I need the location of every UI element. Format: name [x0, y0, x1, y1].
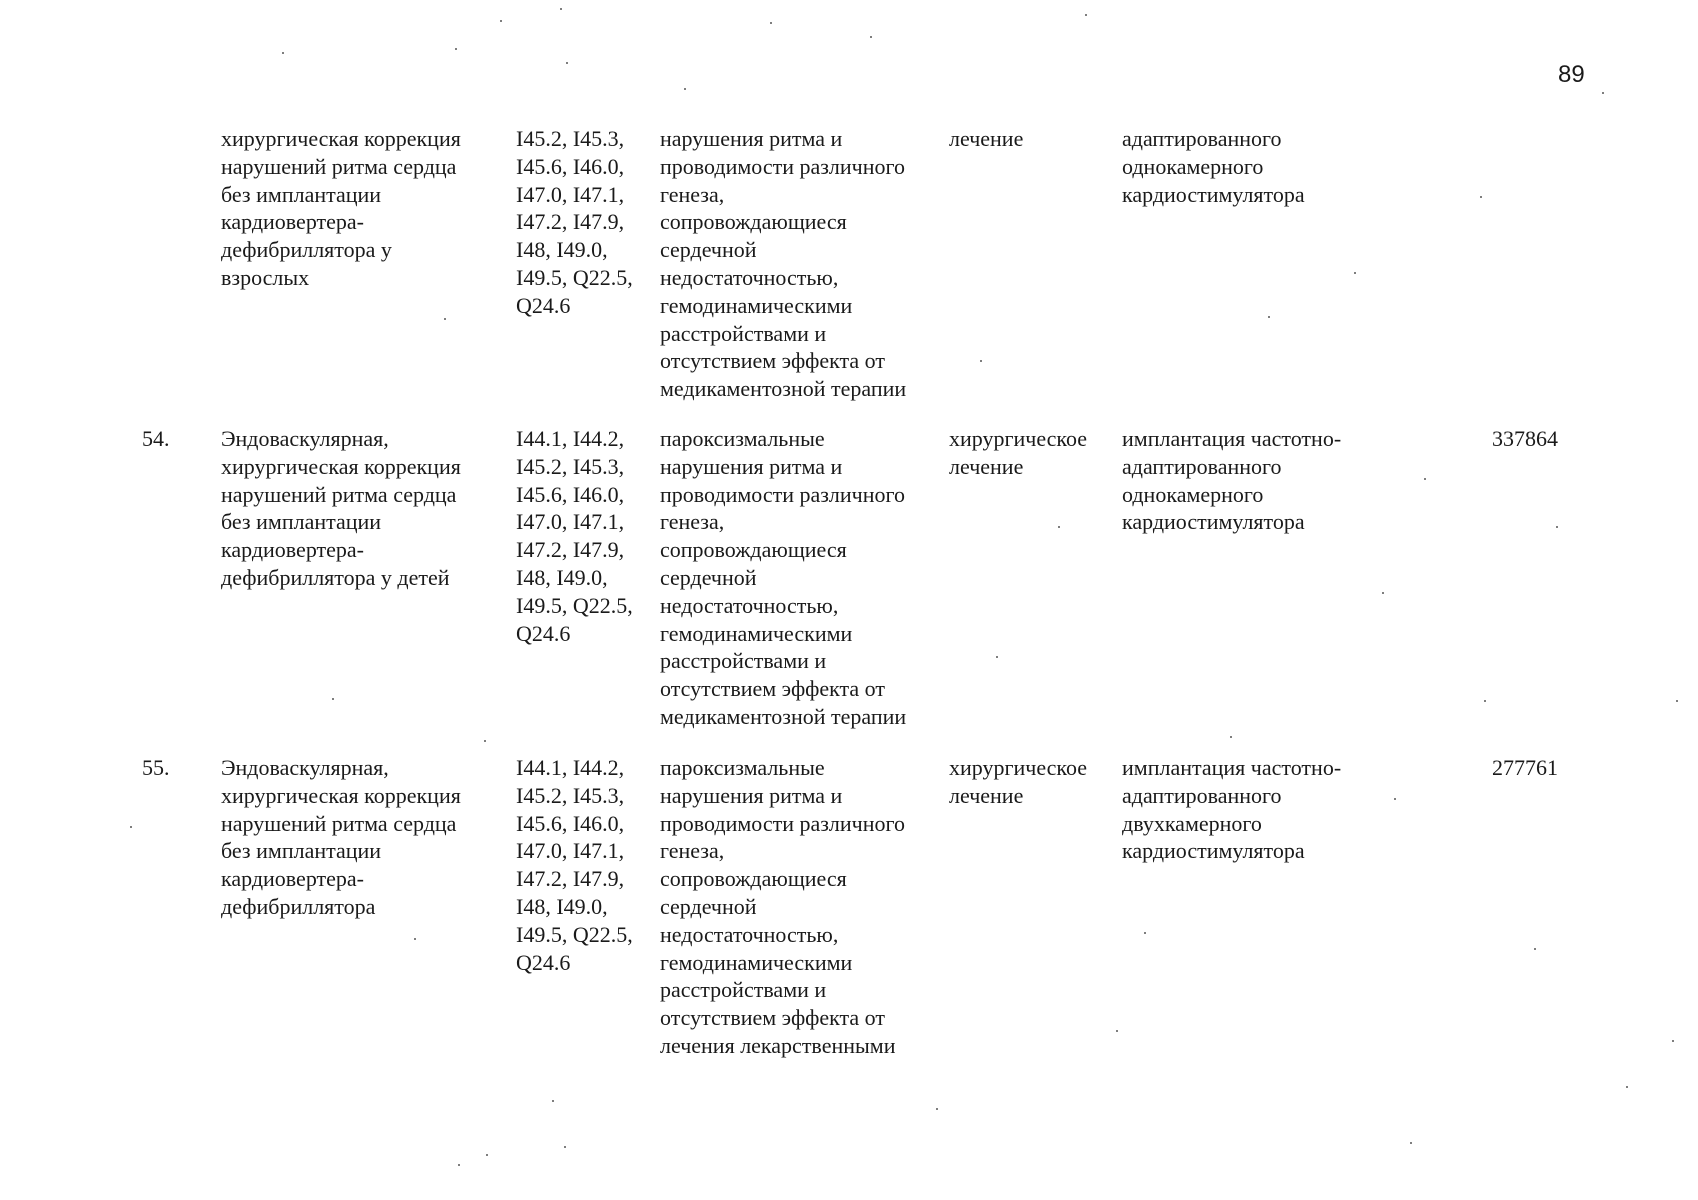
cell-line: I45.6, I46.0, — [516, 153, 625, 179]
scan-speck — [1626, 1086, 1628, 1088]
cell-line: проводимости различного — [660, 481, 905, 507]
scan-speck — [282, 52, 284, 54]
cell-line: кардиовертера- — [221, 537, 364, 563]
cell-line: сердечной — [660, 893, 757, 919]
cell-line: медикаментозной терапии — [660, 703, 907, 729]
cell-line: расстройствами и — [660, 648, 827, 674]
scan-speck — [455, 48, 457, 50]
scan-speck — [484, 740, 486, 742]
cell-line: I47.2, I47.9, — [516, 209, 625, 235]
cell-line: дефибриллятора — [221, 893, 376, 919]
cell-line: взрослых — [221, 264, 310, 290]
cell-line: кардиовертера- — [221, 866, 364, 892]
scan-speck — [1480, 196, 1482, 198]
scan-speck — [1672, 1040, 1674, 1042]
scan-speck — [1484, 700, 1486, 702]
scan-speck — [870, 36, 872, 38]
cell-line: I45.6, I46.0, — [516, 810, 625, 836]
cell-line: без имплантации — [221, 181, 382, 207]
cell-line: хирургическое — [949, 755, 1088, 780]
cell-line: лечение — [949, 453, 1024, 479]
cell-line: I49.5, Q22.5, — [516, 921, 633, 947]
cell-line: I47.0, I47.1, — [516, 181, 625, 207]
cell-line: I44.1, I44.2, — [516, 755, 625, 780]
cell-line: генеза, — [660, 509, 725, 535]
cell-line: отсутствием эффекта от — [660, 676, 886, 702]
cell-line: нарушения ритма и — [660, 453, 843, 479]
cell-line: сердечной — [660, 237, 757, 263]
scan-speck — [564, 1146, 566, 1148]
cell-line: гемодинамическими — [660, 292, 853, 318]
cell-line: недостаточностью, — [660, 264, 839, 290]
service-name-cell — [221, 425, 461, 592]
scan-speck — [1382, 592, 1384, 594]
cell-line: отсутствием эффекта от — [660, 1005, 886, 1031]
cell-line: I45.2, I45.3, — [516, 126, 625, 151]
scan-speck — [1556, 526, 1558, 528]
cell-line: расстройствами и — [660, 977, 827, 1003]
cell-line: пароксизмальные — [660, 755, 825, 780]
patient-model-cell — [660, 754, 905, 1060]
cell-line: хирургическая коррекция — [221, 453, 461, 479]
cell-line: Q24.6 — [516, 949, 571, 975]
cell-line: I47.0, I47.1, — [516, 838, 625, 864]
cell-line: сопровождающиеся — [660, 209, 847, 235]
cell-line: имплантация частотно- — [1122, 755, 1342, 780]
scan-speck — [1354, 272, 1356, 274]
cell-line: нарушений ритма сердца — [221, 810, 457, 836]
scan-speck — [458, 1164, 460, 1166]
cell-line: недостаточностью, — [660, 592, 839, 618]
scan-speck — [1230, 736, 1232, 738]
scan-speck — [684, 88, 686, 90]
cost-cell: 337864 — [1492, 426, 1558, 451]
cell-line: имплантация частотно- — [1122, 426, 1342, 451]
scan-speck — [1268, 316, 1270, 318]
cell-line: I45.2, I45.3, — [516, 782, 625, 808]
cell-line: I48, I49.0, — [516, 893, 608, 919]
cell-line: Q24.6 — [516, 292, 571, 318]
cell-line: отсутствием эффекта от — [660, 348, 886, 374]
cell-line: Q24.6 — [516, 620, 571, 646]
cell-line: дефибриллятора у детей — [221, 564, 450, 590]
cell-line: генеза, — [660, 838, 725, 864]
scan-speck — [486, 1154, 488, 1156]
scan-speck — [560, 8, 562, 10]
row-number: 55. — [142, 755, 170, 780]
scan-speck — [332, 698, 334, 700]
cell-line: адаптированного — [1122, 782, 1282, 808]
scan-speck — [566, 62, 568, 64]
cell-line: адаптированного — [1122, 453, 1282, 479]
mkb-codes-cell — [516, 125, 633, 320]
cell-line: I48, I49.0, — [516, 237, 608, 263]
scan-speck — [770, 22, 772, 24]
cell-line: I45.2, I45.3, — [516, 453, 625, 479]
cell-line: сопровождающиеся — [660, 866, 847, 892]
cell-line: нарушения ритма и — [660, 782, 843, 808]
cell-line: сердечной — [660, 564, 757, 590]
treatment-method-cell — [1122, 125, 1305, 208]
cell-line: кардиостимулятора — [1122, 181, 1305, 207]
cell-line: хирургическая коррекция — [221, 782, 461, 808]
scan-speck — [500, 20, 502, 22]
scan-speck — [444, 318, 446, 320]
treatment-type-cell — [949, 425, 1087, 481]
scan-speck — [414, 938, 416, 940]
scan-speck — [1676, 700, 1678, 702]
service-name-cell — [221, 125, 461, 292]
scan-speck — [130, 826, 132, 828]
cell-line: кардиостимулятора — [1122, 509, 1305, 535]
service-name-cell — [221, 754, 461, 921]
cell-line: I49.5, Q22.5, — [516, 264, 633, 290]
cell-line: нарушений ритма сердца — [221, 153, 457, 179]
cell-line: однокамерного — [1122, 481, 1264, 507]
scan-speck — [1144, 932, 1146, 934]
cell-line: I47.2, I47.9, — [516, 866, 625, 892]
scan-speck — [980, 360, 982, 362]
cell-line: расстройствами и — [660, 320, 827, 346]
cell-line: кардиостимулятора — [1122, 838, 1305, 864]
cell-line: I47.2, I47.9, — [516, 537, 625, 563]
scan-speck — [996, 656, 998, 658]
cell-line: генеза, — [660, 181, 725, 207]
cell-line: лечение — [949, 126, 1024, 151]
cell-line: медикаментозной терапии — [660, 376, 907, 402]
scan-speck — [1602, 92, 1604, 94]
cell-line: проводимости различного — [660, 810, 905, 836]
cell-line: нарушений ритма сердца — [221, 481, 457, 507]
scan-speck — [1058, 526, 1060, 528]
page-number: 89 — [1558, 61, 1585, 88]
patient-model-cell — [660, 425, 906, 731]
mkb-codes-cell — [516, 425, 633, 647]
cell-line: пароксизмальные — [660, 426, 825, 451]
scan-speck — [1424, 478, 1426, 480]
cell-line: лечение — [949, 782, 1024, 808]
cell-line: двухкамерного — [1122, 810, 1262, 836]
scan-speck — [1410, 1142, 1412, 1144]
cell-line: гемодинамическими — [660, 620, 853, 646]
cell-line: недостаточностью, — [660, 921, 839, 947]
treatment-type-cell — [949, 754, 1087, 810]
cell-line: проводимости различного — [660, 153, 905, 179]
scan-speck — [1085, 14, 1087, 16]
cell-line: однокамерного — [1122, 153, 1264, 179]
cell-line: I49.5, Q22.5, — [516, 592, 633, 618]
cell-line: I48, I49.0, — [516, 564, 608, 590]
scan-speck — [1534, 948, 1536, 950]
cell-line: хирургическая коррекция — [221, 126, 461, 151]
cell-line: I47.0, I47.1, — [516, 509, 625, 535]
cell-line: без имплантации — [221, 509, 382, 535]
cell-line: нарушения ритма и — [660, 126, 843, 151]
treatment-method-cell — [1122, 754, 1341, 865]
cell-line: лечения лекарственными — [660, 1032, 896, 1058]
scan-speck — [1116, 1030, 1118, 1032]
cell-line: без имплантации — [221, 838, 382, 864]
cell-line: гемодинамическими — [660, 949, 853, 975]
patient-model-cell — [660, 125, 906, 403]
scan-speck — [552, 1100, 554, 1102]
cell-line: I45.6, I46.0, — [516, 481, 625, 507]
row-number: 54. — [142, 426, 170, 451]
cell-line: дефибриллятора у — [221, 237, 392, 263]
treatment-method-cell — [1122, 425, 1341, 536]
cell-line: Эндоваскулярная, — [221, 755, 389, 780]
cost-cell: 277761 — [1492, 755, 1558, 780]
cell-line: Эндоваскулярная, — [221, 426, 389, 451]
cell-line: I44.1, I44.2, — [516, 426, 625, 451]
cell-line: адаптированного — [1122, 126, 1282, 151]
scan-speck — [936, 1108, 938, 1110]
treatment-type-cell — [949, 125, 1023, 153]
scan-speck — [1394, 798, 1396, 800]
cell-line: кардиовертера- — [221, 209, 364, 235]
cell-line: хирургическое — [949, 426, 1088, 451]
mkb-codes-cell — [516, 754, 633, 976]
cell-line: сопровождающиеся — [660, 537, 847, 563]
